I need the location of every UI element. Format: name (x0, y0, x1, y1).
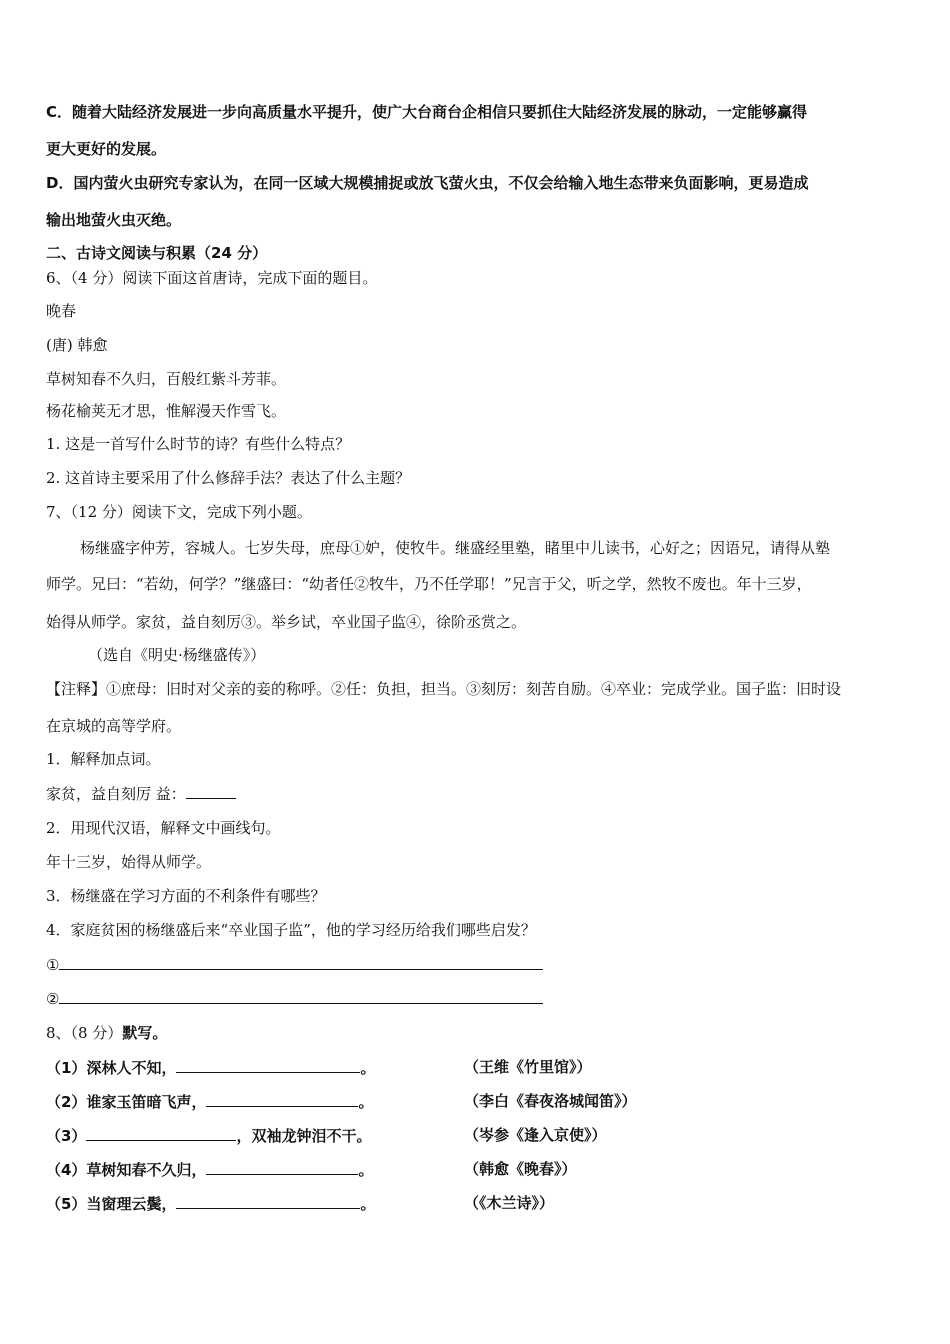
q8-item-end: 。 (360, 1195, 376, 1213)
q7-passage-line2: 师学。兄曰：“若幼，何学？”继盛曰：“幼者任②牧牛，乃不任学耶！”兄言于父，听之学，然牧不废也。年十三岁， (46, 575, 812, 593)
q8-item-num: （3） (46, 1127, 87, 1145)
q8-item-num: （4） (46, 1161, 87, 1179)
q8-item-text: 草树知春不久归， (86, 1161, 207, 1179)
q7-answer-line-2 (46, 988, 543, 1009)
q7-sub4: 4．家庭贫困的杨继盛后来“卒业国子监”，他的学习经历给我们哪些启发？ (46, 921, 536, 939)
answer-marker-1: ① (46, 956, 60, 974)
q8-item-blank[interactable] (86, 1125, 236, 1141)
q8-item-3 (46, 1125, 607, 1146)
q8-stem-bold: 默写。 (122, 1024, 168, 1042)
q8-item-1 (46, 1057, 592, 1078)
q6-poem-line1: 草树知春不久归，百般红紫斗芳菲。 (46, 370, 287, 388)
q8-item-2 (46, 1091, 637, 1112)
q8-item-source: （李白《春夜洛城闻笛》） (464, 1092, 637, 1110)
q6-stem: 6、（4 分）阅读下面这首唐诗，完成下面的题目。 (46, 269, 378, 287)
q8-item-num: （5） (46, 1195, 87, 1213)
q8-item-4 (46, 1159, 577, 1180)
q8-item-num: （2） (46, 1093, 87, 1111)
answer-blank-1[interactable] (59, 954, 543, 970)
q8-item-text: 当窗理云鬓， (86, 1195, 177, 1213)
answer-marker-2: ② (46, 990, 60, 1008)
q7-stem: 7、（12 分）阅读下文，完成下列小题。 (46, 503, 312, 521)
q8-item-text: ，双袖龙钟泪不干。 (236, 1127, 372, 1145)
q8-item-source: （岑参《逢入京使》） (464, 1126, 607, 1144)
q8-item-end: 。 (360, 1059, 376, 1077)
q7-sub2-item: 年十三岁，始得从师学。 (46, 853, 212, 871)
option-c-line2: 更大更好的发展。 (46, 140, 167, 158)
q8-item-source: （韩愈《晚春》） (464, 1160, 577, 1178)
q6-poem-author: (唐) 韩愈 (46, 336, 108, 354)
q8-item-text: 深林人不知， (86, 1059, 177, 1077)
q7-sub3: 3．杨继盛在学习方面的不利条件有哪些？ (46, 887, 326, 905)
q7-source: （选自《明史·杨继盛传》） (88, 646, 266, 664)
q8-item-source: （《木兰诗》） (464, 1194, 555, 1212)
q7-sub1: 1．解释加点词。 (46, 750, 161, 768)
q8-stem-prefix: 8、（8 分） (46, 1024, 123, 1042)
option-c-line1: C．随着大陆经济发展进一步向高质量水平提升，使广大台商台企相信只要抓住大陆经济发展的脉动，一定能够赢得 (46, 103, 808, 121)
q6-sub1: 1. 这是一首写什么时节的诗？有些什么特点？ (46, 435, 351, 453)
q8-item-blank[interactable] (206, 1159, 358, 1175)
q7-sub1-answer-blank[interactable] (186, 783, 236, 799)
q8-item-end: 。 (358, 1161, 374, 1179)
q7-notes-line1: 【注释】①庶母：旧时对父亲的妾的称呼。②任：负担，担当。③刻厉：刻苦自励。④卒业：完成学业。国子监：旧时设 (46, 680, 842, 698)
q7-passage-line3: 始得从师学。家贫，益自刻厉③。举乡试，卒业国子监④，徐阶丞赏之。 (46, 613, 527, 631)
q8-stem (46, 1023, 167, 1043)
section2-heading: 二、古诗文阅读与积累（24 分） (46, 244, 268, 262)
q8-item-end: 。 (358, 1093, 374, 1111)
q8-item-source: （王维《竹里馆》） (464, 1058, 592, 1076)
q8-item-blank[interactable] (206, 1091, 358, 1107)
q7-sub1-item (46, 783, 236, 804)
q8-item-5 (46, 1193, 555, 1214)
q8-item-blank[interactable] (176, 1057, 360, 1073)
q6-poem-title: 晚春 (46, 302, 77, 320)
answer-blank-2[interactable] (59, 988, 543, 1004)
q6-poem-line2: 杨花榆荚无才思，惟解漫天作雪飞。 (46, 402, 287, 420)
q7-sub2: 2．用现代汉语，解释文中画线句。 (46, 819, 281, 837)
q6-sub2: 2. 这首诗主要采用了什么修辞手法？表达了什么主题？ (46, 469, 411, 487)
q8-item-blank[interactable] (176, 1193, 360, 1209)
q7-sub1-item-text: 家贫，益自刻厉 益： (46, 785, 186, 803)
q8-item-text: 谁家玉笛暗飞声， (86, 1093, 207, 1111)
option-d-line1: D．国内萤火虫研究专家认为，在同一区域大规模捕捉或放飞萤火虫，不仅会给输入地生态带来负面影响，更易造成 (46, 174, 809, 192)
q8-item-num: （1） (46, 1059, 87, 1077)
option-d-line2: 输出地萤火虫灭绝。 (46, 211, 182, 229)
q7-answer-line-1 (46, 954, 543, 975)
q7-passage-line1: 杨继盛字仲芳，容城人。七岁失母，庶母①妒，使牧牛。继盛经里塾，睹里中儿读书，心好之；因语兄，请得从塾 (80, 539, 831, 557)
q7-notes-line2: 在京城的高等学府。 (46, 717, 182, 735)
